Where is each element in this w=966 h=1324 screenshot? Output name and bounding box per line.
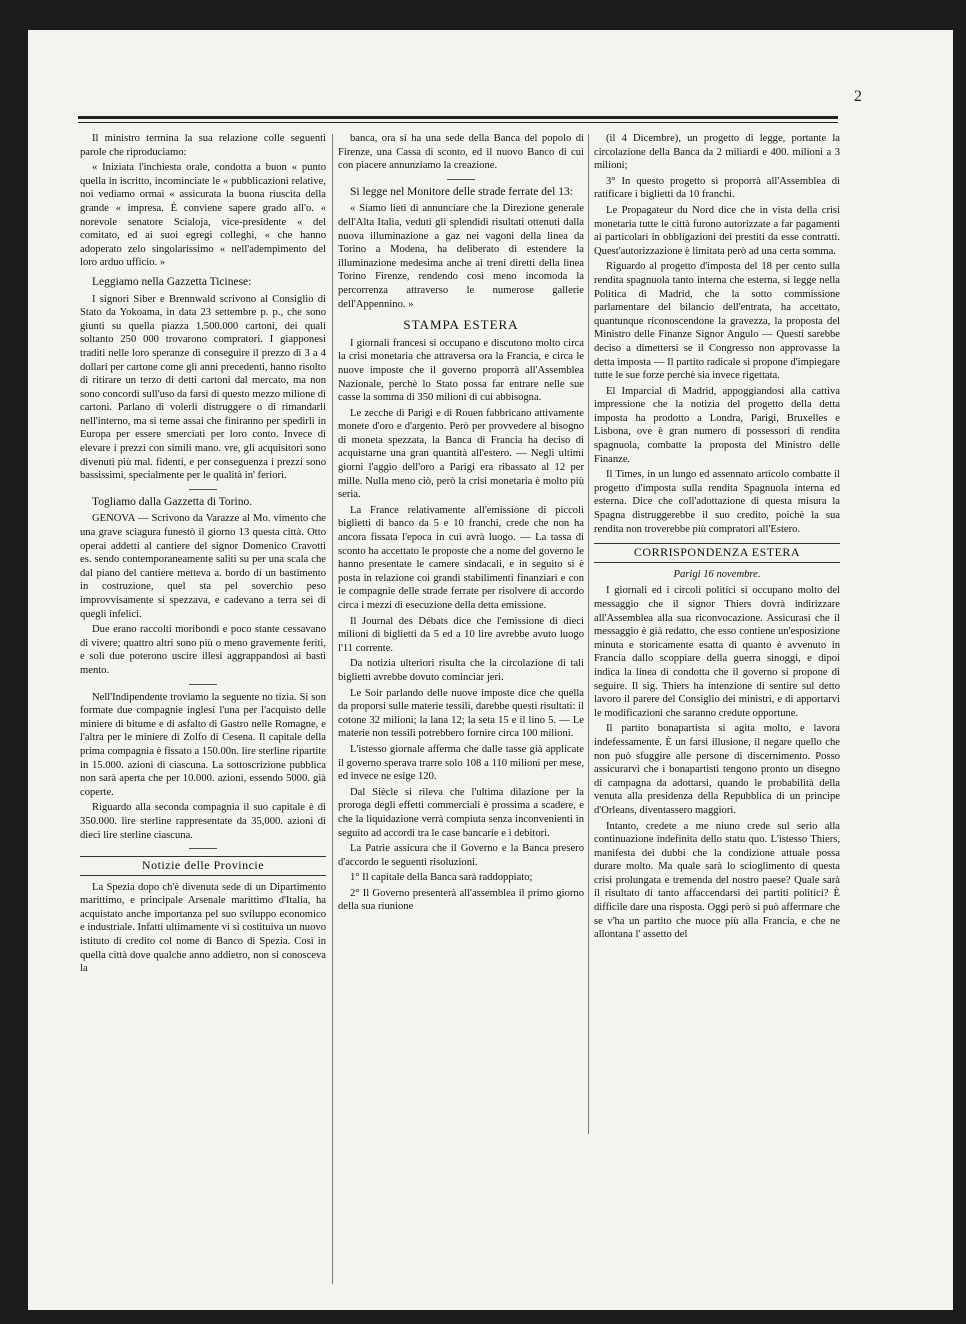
paragraph: Riguardo al progetto d'imposta del 18 per cento sulla rendita spagnuola tanto interna che esterna, si legge nella Politica di Madrid, che la sotto commissione parlamentare del bilancio dell'entrata, ha accettato, quantunque riconoscendone la gravezza, la proposta del Ministro delle Finanze Signor Angulo — Questi sarebbe deciso a dimettersi se il Congresso non approvasse la detta imposta — Il partito radicale si propone d'impiegare tutte le sue forze perchè sia invece rigettata. [594, 261, 840, 382]
paragraph: Due erano raccolti moribondi e poco stante cessavano di vivere; quattro altri sono più o meno gravemente feriti, e soli due poterono uscire illesi aggrappandosi ai basti mento. [80, 624, 326, 676]
separator [447, 179, 475, 180]
separator [189, 489, 217, 490]
column-2 [338, 132, 584, 913]
paragraph: La Spezia dopo ch'è divenuta sede di un Dipartimento marittimo, e principale Arsenale marittimo d'Italia, ha acquistato anche importanza pel suo sviluppo economico e industriale. Infatti ultimamente vi si costituiva un nuovo istituto di credito col nome di Banco di Spezia. Così in quella città dove qualche anno addietro, non si conosceva la [80, 881, 326, 975]
paragraph: Dal Siècle si rileva che l'ultima dilazione per la proroga degli effetti commerciali è prossima a scadere, e che la liquidazione verrà compiuta senza inconvenienti in seguito ad accordi tra le case bancarie e i debitori. [338, 786, 584, 839]
paragraph: Nell'Indipendente troviamo la seguente no tizia. Si son formate due compagnie inglesi l'una per l'acquisto delle miniere di bitume e di asfalto di Gastro nelle Romagne, e l'altra per le miniere di Zolfo di Cesena. Il capitale della prima compagnia è fissato a 150.00n. lire sterline ripartite in 15.000. azioni di ciascuna. La sottoscrizione pubblica non sarà aperta che per 10.000. azioni, essendo 5000. già coperte. [80, 691, 326, 798]
newspaper-page [28, 30, 953, 1310]
article-heading: Leggiamo nella Gazzetta Ticinese: [92, 275, 252, 288]
paragraph: 3° In questo progetto si proporrà all'Assemblea di ratificare i biglietti da 10 franchi. [594, 175, 840, 201]
paragraph: GENOVA — Scrivono da Varazze al Mo. vimento che una grave sciagura funestò il giorno 13 questa città. Otto operai addetti al cantiere del signor Domenico Cravotti es. sendo contemporaneamente saliti su per una scala che dal piano del cantiere metteva a. bordo di un bastimento in costruzione, quel sta pel soverchio peso improvvisamente si spezzava, e cadevano a terra sei di quegli infelici. [80, 513, 326, 620]
paragraph: Le zecche di Parigi e di Rouen fabbricano attivamente monete d'oro e d'argento. Però per provvedere al bisogno di moneta spezzata, la Banca di Francia ha deciso di acquistarne una gran quantità all'estero. — Negli ultimi giorni l'aggio dell'oro a Parigi era ribassato al 12 per mille. Nulla meno ciò, però la crisi monetaria è molto più seria. [338, 407, 584, 501]
column-1 [80, 132, 326, 1282]
separator [189, 684, 217, 685]
quoted-paragraph: « Siamo lieti di annunciare che la Direzione generale dell'Alta Italia, veduti gli splendidi risultati ottenuti dalla nuova illuminazione a gaz nei vagoni della linea da Torino a Modena, ha deliberato di estendere la illuminazione medesima anche ai treni diretti della linea Torino Firenze, rendendo così meno incomoda la percorrenza attraverso le numerose gallerie dell'Appennino. » [338, 203, 584, 310]
top-rule-thin [78, 122, 838, 123]
column-divider-1 [332, 134, 333, 1284]
paragraph: Il ministro termina la sua relazione colle seguenti parole che riproduciamo: [80, 133, 326, 158]
paragraph: (il 4 Dicembre), un progetto di legge, portante la circolazione della Banca da 2 miliardi e 400. milioni a 3 milioni; [594, 133, 840, 172]
top-rule-thick [78, 116, 838, 119]
paragraph: banca, ora si ha una sede della Banca del popolo di Firenze, una Cassa di sconto, ed il nuovo Banco di cui con piacere annunziamo la creazione. [338, 133, 584, 172]
paragraph: Il partito bonapartista si agita molto, e lavora indefessamente. È un farsi illusione, il negare quello che non può sfuggire alle persone di discernimento. Posso assicurarvi che i bonapartisti tengono pronto un disegno di campagna da adottarsi, quando le probabilità della venuta alla presidenza della Repubblica di un principe d'Orleans, diventassero maggiori. [594, 723, 840, 816]
page-number: 2 [854, 88, 862, 105]
paragraph: El Imparcial di Madrid, appoggiandosi alla cattiva impressione che la notizia del progetto della detta imposta ha prodotto a Londra, Parigi, Bruxelles e Lisbona, ove è gran numero di possessori di rendita spagnuola, combatte la proposta del Ministro delle Finanze. [594, 385, 840, 465]
separator [189, 848, 217, 849]
paragraph: La France relativamente all'emissione di piccoli biglietti di banco da 5 e 10 franchi, crede che non ha ancora fissata l'epoca in cui avrà luogo. — La tassa di sconto ha accettato le proposte che a nome del governo le hanno presentate le camere sindacali, e in seguito si è posta in relazione coi grandi stabilimenti finanziari e con le compagnie delle strade ferrate per risolvere di accordo circa i mezzi di esecuzione della detta emissione. [338, 504, 584, 611]
paragraph: Il Times, in un lungo ed assennato articolo combatte il progetto d'imposta sulla rendita Spagnuola interna ed esterna. Dice che coll'adottazione di questa misura la Spagna distruggerebbe il suo credito, poichè la sua rendita non troverebbe più compratori all'Estero. [594, 469, 840, 535]
article-heading: Si legge nel Monitore delle strade ferrate del 13: [350, 185, 573, 198]
paragraph: I giornali ed i circoli politici si occupano molto del messaggio che il signor Thiers dovrà indirizzare all'Assemblea alla sua riconvocazione. Assicurasi che il messaggio è già redatto, che esso contiene un'esposizione minuta e storicamente esatta di quanto è avvenuto in Francia dallo scoppiare della guerra sinoggi, e dipoi indica la linea di condotta che il governo si propone di seguire. Il sig. Thiers ha intenzione di sentire sul detto lavoro il parere del Consiglio dei ministri, e di apportarvi le modificazioni che saranno credute opportune. [594, 585, 840, 719]
paragraph: Intanto, credete a me niuno crede sul serio alla continuazione indefinita dello statu quo. L'istesso Thiers, manifesta dei dubbi che la condizione attuale possa durare molto. Ma quale sarà lo scioglimento di questa crisi prolungata e tremenda del nostro paese? Quale sarà il risultato di tanto affaccendarsi dei partiti politici? È difficile dare una risposta. Oggi però si può affermare che se v'ha un partito che nuoce più alla Francia, e che ne allontana l' assetto del [594, 820, 840, 941]
paragraph: Le Propagateur du Nord dice che in vista della crisi monetaria tutte le città furono autorizzate a far pagamenti ai particolari in obbligazioni dei prestiti da esse contratti. Quest'autorizzazione è limitata però ad una certa somma. [594, 204, 840, 257]
paragraph: I giornali francesi si occupano e discutono molto circa la crisi monetaria che attraversa ora la Francia, e circa le nuove imposte che il governo proporrà all'Assemblea Nazionale, perchè lo Stato possa far entrare nelle sue casse la somma di 350 milioni di cui abbisogna. [338, 337, 584, 404]
paragraph: Le Soir parlando delle nuove imposte dice che quella da proporsi sulle materie tessili, darebbe questi risultati: il cotone 32 milioni; la lana 12; la seta 15 e il lino 5. — Le materie non tessili potrebbero fornire circa 100 milioni. [338, 687, 584, 740]
paragraph: Da notizia ulteriori risulta che la circolazione di tali biglietti avrebbe dovuto cominciar jeri. [338, 658, 584, 683]
section-heading: Notizie delle Provincie [80, 856, 326, 876]
quoted-paragraph: « Iniziata l'inchiesta orale, condotta a buon « punto quella in iscritto, incominciate le « pubblicazioni relative, noi vediamo ormai « assicurata la buona riuscita della grande « impresa. È conviene sapere grado all'o. « norevole senatore Scialoja, vice-presidente « del comitato, ed ai suoi egregi colleghi, « che hanno adoperato zelo singolarissimo « nell'adempimento del loro arduo ufficio. » [80, 162, 326, 269]
column-divider-2 [588, 134, 589, 1134]
section-heading: STAMPA ESTERA [403, 317, 519, 333]
dateline: Parigi 16 novembre. [673, 568, 761, 580]
column-3 [594, 132, 840, 1132]
section-heading: CORRISPONDENZA ESTERA [594, 543, 840, 563]
paragraph: Riguardo alla seconda compagnia il suo capitale è di 350.000. lire sterline rappresentate da 35,000. azioni di dieci lire sterline ciascuna. [80, 802, 326, 841]
paragraph: 2° Il Governo presenterà all'assemblea il primo giorno della sua riunione [338, 887, 584, 913]
article-heading: Togliamo dalla Gazzetta di Torino. [92, 495, 253, 508]
paragraph: La Patrie assicura che il Governo e la Banca presero d'accordo le seguenti risoluzioni. [338, 843, 584, 868]
paragraph: 1° Il capitale della Banca sarà raddoppiato; [350, 872, 533, 884]
paragraph: L'istesso giornale afferma che dalle tasse già applicate il governo sperava trarre solo 108 a 110 milioni per mese, ed invece ne esige 120. [338, 743, 584, 783]
paragraph: Il Journal des Débats dice che l'emissione di dieci milioni di biglietti da 5 ed a 10 lire avrebbe avuto luogo l'11 corrente. [338, 615, 584, 654]
paragraph: I signori Siber e Brennwald scrivono al Consiglio di Stato da Yokoama, in data 23 settembre p. p., che sono giunti su quella piazza 1.500.000 cartoni, dei quali soltanto 250 000 trovarono compratori. I giapponesi traditi nelle loro speranze di conseguire il prezzo di 3 a 4 dollari per cartone come gli anni precedenti, hanno risolto di ritirare un terzo di detti cartoni dal mercato, ma non sono concordi sull'uso da farsi di questo mezzo milione di cartoni. Parlano di volerli distruggere o di rimandarli nell'interno, ma si teme assai che finiranno per spedirli in Europa per essere smerciati per loro conto. Invece di elevare i prezzi con simili mano. vre, gli acquisitori sono divenuti più mal. fidenti, e per conseguenza i prezzi sono bassissimi, specialmente per le qualità in' feriori. [80, 293, 326, 482]
